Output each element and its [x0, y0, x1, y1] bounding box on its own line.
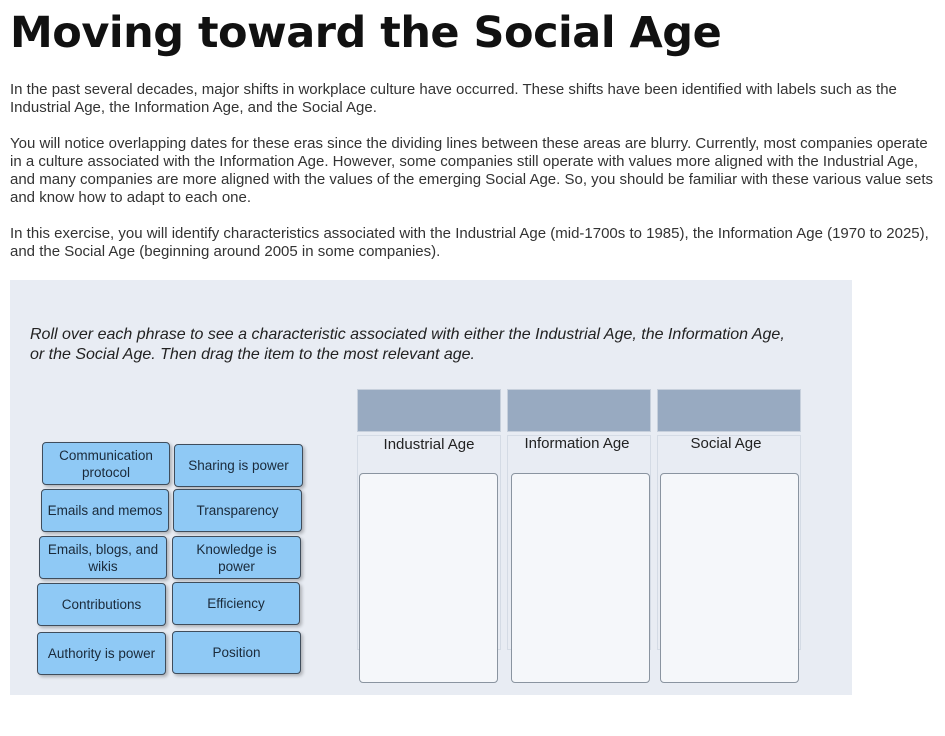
drag-drop-activity — [10, 280, 852, 695]
drag-item-authority-is-power[interactable]: Authority is power — [37, 632, 166, 675]
intro-paragraph: In the past several decades, major shifts in workplace culture have occurred. These shifts have been identified with labels such as the Industrial Age, the Information Age, and the Social Age. — [10, 81, 897, 116]
drag-item-efficiency[interactable]: Efficiency — [172, 582, 300, 625]
dates-paragraph: You will notice overlapping dates for these eras since the dividing lines between these areas are blurry. Currently, most companies operate in a culture associated with the Information Age. However, some companies still operate with values more aligned with the Industrial Age, and many companies are more aligned with the values of the emerging Social Age. So, you should be familiar with these various value sets and know how to adapt to each one. — [10, 135, 934, 206]
activity-instructions: Roll over each phrase to see a characteristic associated with either the Industrial Age, the Information Age, or the Social Age. Then drag the item to the most relevant age. — [30, 326, 785, 363]
page-title: Moving toward the Social Age — [10, 8, 722, 58]
drag-item-emails-blogs-wikis[interactable]: Emails, blogs, and wikis — [39, 536, 167, 579]
column-header-social — [657, 389, 801, 432]
exercise-paragraph: In this exercise, you will identify characteristics associated with the Industrial Age (mid-1700s to 1985), the Information Age (1970 to 2025), and the Social Age (beginning around 2005 in some companies). — [10, 225, 929, 260]
drop-zone-industrial-age[interactable] — [359, 473, 498, 683]
column-label-information: Information Age — [524, 435, 630, 452]
drag-item-position[interactable]: Position — [172, 631, 301, 674]
drag-item-transparency[interactable]: Transparency — [173, 489, 302, 532]
column-header-industrial — [357, 389, 501, 432]
drop-zone-social-age[interactable] — [660, 473, 799, 683]
drag-item-emails-and-memos[interactable]: Emails and memos — [41, 489, 169, 532]
column-label-social: Social Age — [690, 435, 762, 452]
drag-item-knowledge-is-power[interactable]: Knowledge is power — [172, 536, 301, 579]
column-header-information — [507, 389, 651, 432]
drag-item-communication-protocol[interactable]: Communication protocol — [42, 442, 170, 485]
column-label-industrial: Industrial Age — [383, 436, 475, 453]
drag-item-sharing-is-power[interactable]: Sharing is power — [174, 444, 303, 487]
drag-item-contributions[interactable]: Contributions — [37, 583, 166, 626]
drop-zone-information-age[interactable] — [511, 473, 650, 683]
